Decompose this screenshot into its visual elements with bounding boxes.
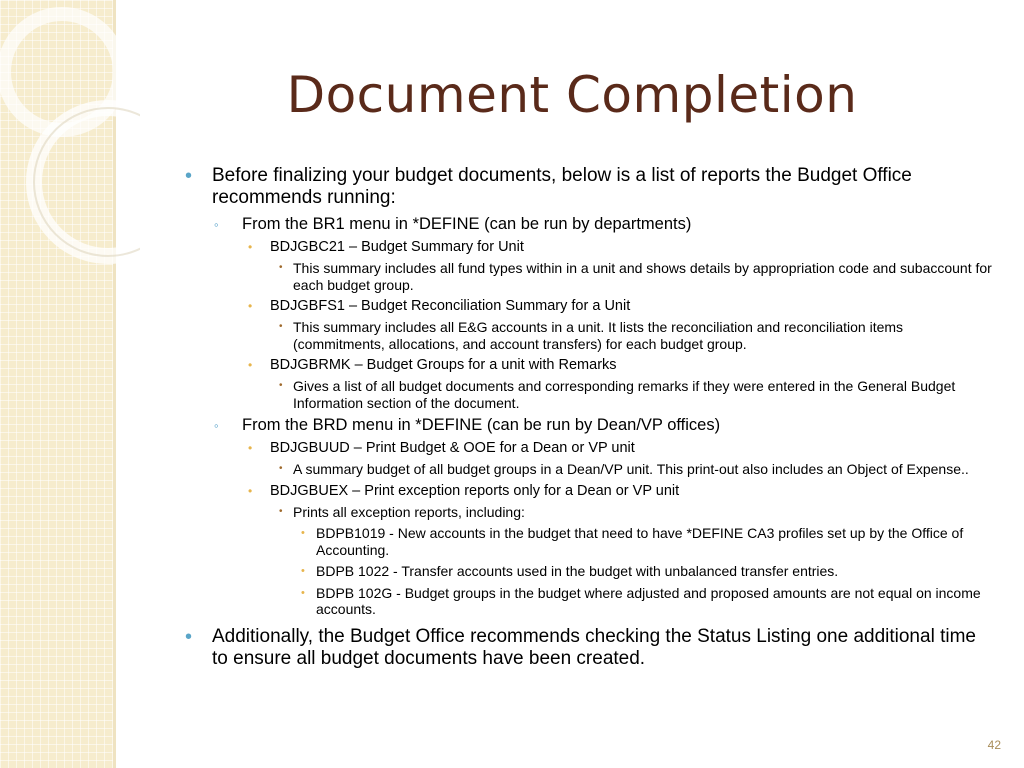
- sub-sub-bullet-item: • BDJGBUEX – Print exception reports only for a Dean or VP unit: [248, 482, 680, 499]
- dot-bullet-icon: •: [279, 321, 283, 332]
- detail-bullet-item: • A summary budget of all budget groups in a Dean/VP unit. This print-out also includes an Object of Expense..: [279, 461, 969, 477]
- dot-bullet-icon: •: [301, 527, 305, 539]
- detail-bullet-item: • This summary includes all fund types within in a unit and shows details by appropriation code and subaccount for each budget group.: [279, 260, 992, 293]
- sub-sub-bullet-item: • BDJGBC21 – Budget Summary for Unit: [248, 239, 524, 255]
- report-bullet-item: • BDPB 102G - Budget groups in the budget where adjusted and proposed amounts are not equal on income accounts.: [301, 584, 981, 617]
- ring-bullet-icon: ◦: [214, 217, 219, 232]
- slide-title: Document Completion: [286, 66, 858, 124]
- dot-bullet-icon: •: [248, 483, 253, 498]
- detail-bullet-item: • Gives a list of all budget documents and corresponding remarks if they were entered in the General Budget Information section of the document.: [279, 378, 956, 411]
- sub-sub-bullet-item: • BDJGBFS1 – Budget Reconciliation Summary for a Unit: [248, 298, 631, 314]
- report-bullet-item: • BDPB1019 - New accounts in the budget that need to have *DEFINE CA3 profiles set up by the Office of Accounting.: [301, 525, 964, 558]
- sub-sub-bullet-item: • BDJGBRMK – Budget Groups for a unit with Remarks: [248, 357, 617, 373]
- dot-bullet-icon: •: [279, 505, 283, 517]
- sub-sub-bullet-item: • BDJGBUUD – Print Budget & OOE for a Dean or VP unit: [248, 440, 635, 456]
- slide-content: [185, 165, 995, 676]
- report-bullet-item: • BDPB 1022 - Transfer accounts used in the budget with unbalanced transfer entries.: [301, 563, 839, 579]
- dot-bullet-icon: •: [248, 240, 253, 254]
- detail-bullet-item: • This summary includes all E&G accounts in a unit. It lists the reconciliation and reconciliation items (commitments, allocations, and account transfers) for each budget group.: [279, 319, 904, 352]
- decorative-rings: [0, 0, 140, 300]
- dot-bullet-icon: •: [279, 380, 283, 391]
- dot-bullet-icon: •: [301, 565, 305, 577]
- page-number: 42: [987, 738, 1001, 752]
- bullet-item: • Additionally, the Budget Office recommends checking the Status Listing one additional time to ensure all budget documents have been created.: [185, 626, 995, 670]
- dot-bullet-icon: •: [248, 299, 253, 313]
- sub-bullet-item: ◦ From the BR1 menu in *DEFINE (can be run by departments): [214, 215, 692, 233]
- dot-bullet-icon: •: [279, 463, 283, 474]
- dot-bullet-icon: •: [301, 586, 305, 599]
- ring-bullet-icon: ◦: [214, 418, 219, 433]
- bullet-item: • Before finalizing your budget documents, below is a list of reports the Budget Office recommends running:: [185, 165, 995, 209]
- sub-bullet-item: ◦ From the BRD menu in *DEFINE (can be run by Dean/VP offices): [214, 416, 721, 434]
- dot-bullet-icon: •: [248, 441, 253, 455]
- dot-bullet-icon: •: [279, 262, 283, 273]
- dot-bullet-icon: •: [248, 358, 253, 372]
- detail-bullet-item: • Prints all exception reports, including:: [279, 503, 525, 520]
